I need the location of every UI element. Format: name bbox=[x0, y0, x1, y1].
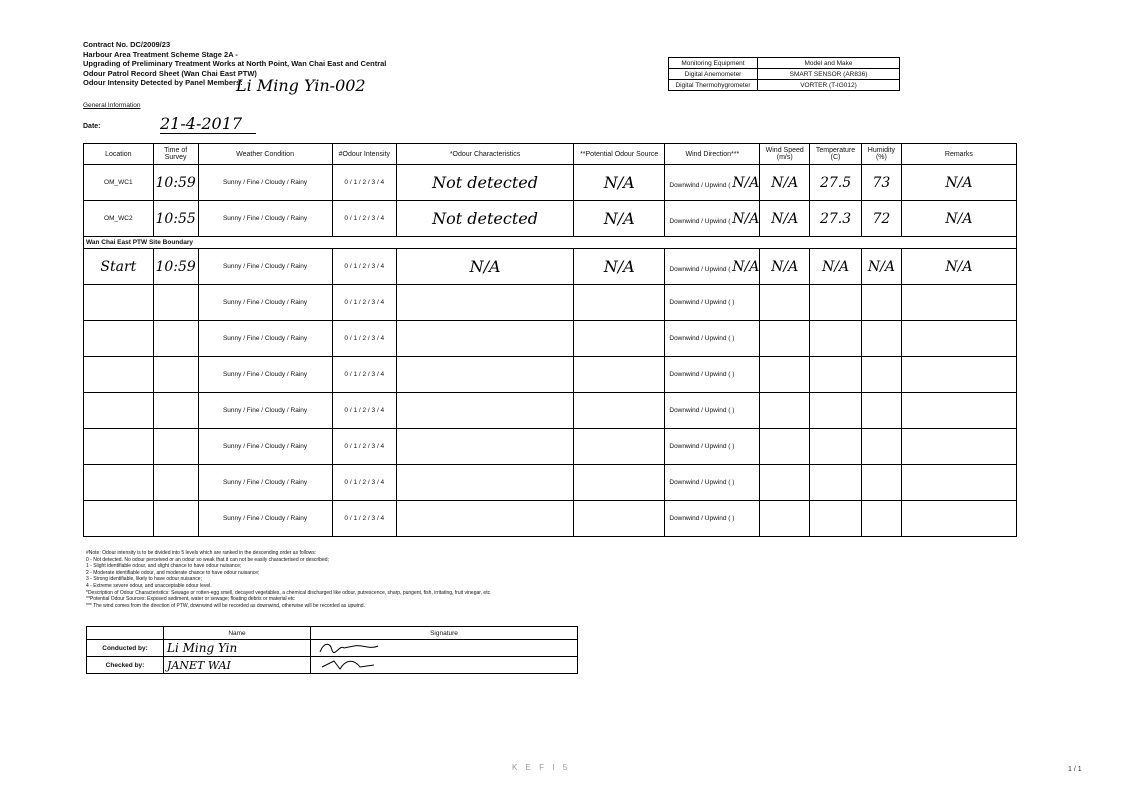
characteristics-cell: Not detected bbox=[397, 201, 574, 237]
location-cell: OM_WC2 bbox=[84, 201, 154, 237]
col-intensity: #Odour Intensity bbox=[332, 144, 397, 165]
note-line: #Note: Odour intensity is to be divided into 5 levels which are ranked in the descending order as follows: bbox=[86, 550, 317, 556]
intensity-cell: 0 / 1 / 2 / 3 / 4 bbox=[332, 429, 397, 465]
wind-speed-cell: N/A bbox=[760, 165, 810, 201]
weather-cell: Sunny / Fine / Cloudy / Rainy bbox=[198, 501, 332, 537]
time-cell: 10:55 bbox=[153, 201, 198, 237]
general-information-label: General Information bbox=[83, 102, 141, 109]
table-row bbox=[84, 465, 1017, 501]
table-row bbox=[84, 357, 1017, 393]
wind-direction-cell bbox=[665, 249, 760, 285]
wind-options: Downwind / Upwind ( bbox=[669, 335, 731, 342]
signature-header: Signature bbox=[311, 627, 578, 640]
equipment-name: Digital Anemometer bbox=[669, 69, 758, 80]
note-line: 3 - Strong identifiable, likely to have odour nuisance; bbox=[86, 576, 202, 583]
note-line: 1 - Slight identifiable odour, and slight chance to have odour nuisance; bbox=[86, 563, 242, 570]
conducted-label: Conducted by: bbox=[87, 640, 164, 657]
humidity-cell: 73 bbox=[861, 165, 901, 201]
remarks-cell: N/A bbox=[901, 201, 1016, 237]
signoff-table bbox=[86, 626, 578, 674]
weather-cell: Sunny / Fine / Cloudy / Rainy bbox=[198, 165, 332, 201]
date-value: 21-4-2017 bbox=[160, 114, 256, 134]
conducted-signature bbox=[311, 640, 578, 657]
col-remarks: Remarks bbox=[901, 144, 1016, 165]
page-number: 1 / 1 bbox=[1068, 766, 1082, 773]
wind-direction-value: N/A bbox=[732, 174, 760, 191]
note-line: **Potential Odour Sources: Exposed sediment, water or sewage; floating debris or material etc bbox=[86, 596, 295, 603]
col-humidity: Humidity (%) bbox=[861, 144, 901, 165]
section-row bbox=[84, 237, 1017, 249]
intensity-cell: 0 / 1 / 2 / 3 / 4 bbox=[332, 501, 397, 537]
temperature-cell: 27.3 bbox=[810, 201, 862, 237]
col-temperature: Temperature (C) bbox=[810, 144, 862, 165]
temperature-cell: 27.5 bbox=[810, 165, 862, 201]
remarks-cell: N/A bbox=[901, 249, 1016, 285]
source-cell: N/A bbox=[573, 165, 664, 201]
works-title: Upgrading of Preliminary Treatment Works at North Point, Wan Chai East and Central bbox=[83, 59, 387, 68]
name-header: Name bbox=[164, 627, 311, 640]
table-row bbox=[84, 285, 1017, 321]
equipment-model: SMART SENSOR (AR836) bbox=[758, 69, 900, 80]
wind-direction-cell bbox=[665, 201, 760, 237]
wind-options: Downwind / Upwind ( bbox=[669, 371, 731, 378]
wind-options: Downwind / Upwind ( bbox=[669, 407, 731, 414]
contract-number: Contract No. DC/2009/23 bbox=[83, 40, 171, 49]
wind-speed-cell: N/A bbox=[760, 201, 810, 237]
odour-record-table bbox=[83, 143, 1017, 537]
temperature-cell: N/A bbox=[810, 249, 862, 285]
signature-scribble bbox=[314, 640, 384, 654]
weather-cell: Sunny / Fine / Cloudy / Rainy bbox=[198, 393, 332, 429]
table-row bbox=[84, 501, 1017, 537]
wind-options: Downwind / Upwind ( bbox=[669, 443, 731, 450]
checked-name: JANET WAI bbox=[164, 657, 311, 674]
wind-options: Downwind / Upwind ( bbox=[669, 479, 731, 486]
source-cell: N/A bbox=[573, 201, 664, 237]
wind-direction-value: N/A bbox=[732, 258, 760, 275]
humidity-cell: N/A bbox=[861, 249, 901, 285]
date-label: Date: bbox=[83, 123, 101, 130]
table-row bbox=[84, 393, 1017, 429]
note-line: *** The wind comes from the direction of PTW, downwind will be recorded as downwind, otherwise will be recorded as upwind. bbox=[86, 602, 365, 609]
wind-speed-cell: N/A bbox=[760, 249, 810, 285]
characteristics-cell: N/A bbox=[397, 249, 574, 285]
col-wind-speed: Wind Speed (m/s) bbox=[760, 144, 810, 165]
checked-label: Checked by: bbox=[87, 657, 164, 674]
model-header: Model and Make bbox=[758, 58, 900, 69]
wind-options: Downwind / Upwind ( bbox=[669, 299, 731, 306]
wind-options: Downwind / Upwind ( bbox=[669, 265, 731, 273]
equipment-header: Monitoring Equipment bbox=[669, 58, 758, 69]
note-line: *Description of Odour Characteristics: Sewage or rotten-egg smell, decayed vegetables, a chemical discharged like odour, putrescence, sharp, pungent, fish, irritating, fruit vinegar, etc bbox=[86, 589, 491, 596]
wind-direction-cell: Downwind / Upwind ( ) bbox=[665, 465, 760, 501]
col-wind-direction: Wind Direction*** bbox=[665, 144, 760, 165]
scheme-title: Harbour Area Treatment Scheme Stage 2A - bbox=[83, 49, 238, 59]
characteristics-cell: Not detected bbox=[397, 165, 574, 201]
col-characteristics: *Odour Characteristics bbox=[397, 144, 574, 165]
note-line: 4 - Extreme severe odour, and unacceptable odour level. bbox=[86, 582, 212, 589]
intensity-cell: 0 / 1 / 2 / 3 / 4 bbox=[332, 393, 397, 429]
equipment-name: Digital Thermohygrometer bbox=[669, 80, 758, 91]
location-cell: OM_WC1 bbox=[84, 165, 154, 201]
footer-stamp: K E F I 5 bbox=[512, 763, 571, 772]
weather-cell: Sunny / Fine / Cloudy / Rainy bbox=[198, 465, 332, 501]
panel-member-handwritten: Li Ming Yin-002 bbox=[236, 76, 366, 95]
intensity-cell: 0 / 1 / 2 / 3 / 4 bbox=[332, 321, 397, 357]
note-line: 2 - Moderate identifiable odour, and moderate chance to have odour nuisance; bbox=[86, 569, 260, 576]
table-row bbox=[84, 249, 1017, 285]
intensity-cell: 0 / 1 / 2 / 3 / 4 bbox=[332, 465, 397, 501]
signature-scribble bbox=[314, 657, 384, 671]
location-cell: Start bbox=[84, 249, 154, 285]
intensity-cell: 0 / 1 / 2 / 3 / 4 bbox=[332, 165, 397, 201]
weather-cell: Sunny / Fine / Cloudy / Rainy bbox=[198, 201, 332, 237]
col-weather: Weather Condition bbox=[198, 144, 332, 165]
weather-cell: Sunny / Fine / Cloudy / Rainy bbox=[198, 285, 332, 321]
equipment-table bbox=[668, 57, 900, 91]
source-cell: N/A bbox=[573, 249, 664, 285]
intensity-cell: 0 / 1 / 2 / 3 / 4 bbox=[332, 201, 397, 237]
wind-direction-cell: Downwind / Upwind ( ) bbox=[665, 357, 760, 393]
table-row bbox=[84, 429, 1017, 465]
col-source: **Potential Odour Source bbox=[573, 144, 664, 165]
wind-direction-cell: Downwind / Upwind ( ) bbox=[665, 429, 760, 465]
col-location: Location bbox=[84, 144, 154, 165]
wind-direction-value: N/A bbox=[732, 210, 760, 227]
intensity-cell: 0 / 1 / 2 / 3 / 4 bbox=[332, 357, 397, 393]
notes-block bbox=[86, 550, 586, 609]
equipment-model: VORTER (T-IG012) bbox=[758, 80, 900, 91]
time-cell: 10:59 bbox=[153, 165, 198, 201]
table-row bbox=[84, 321, 1017, 357]
weather-cell: Sunny / Fine / Cloudy / Rainy bbox=[198, 249, 332, 285]
wind-direction-cell: Downwind / Upwind ( ) bbox=[665, 285, 760, 321]
panel-label: Odour Intensity Detected by Panel Members: bbox=[83, 78, 243, 87]
time-cell: 10:59 bbox=[153, 249, 198, 285]
table-row bbox=[84, 201, 1017, 237]
wind-direction-cell: Downwind / Upwind ( ) bbox=[665, 501, 760, 537]
wind-direction-cell bbox=[665, 165, 760, 201]
weather-cell: Sunny / Fine / Cloudy / Rainy bbox=[198, 357, 332, 393]
conducted-name: Li Ming Yin bbox=[164, 640, 311, 657]
section-label: Wan Chai East PTW Site Boundary bbox=[84, 237, 1017, 249]
remarks-cell: N/A bbox=[901, 165, 1016, 201]
wind-options: Downwind / Upwind ( bbox=[669, 217, 731, 225]
weather-cell: Sunny / Fine / Cloudy / Rainy bbox=[198, 429, 332, 465]
intensity-cell: 0 / 1 / 2 / 3 / 4 bbox=[332, 285, 397, 321]
wind-options: Downwind / Upwind ( bbox=[669, 515, 731, 522]
wind-options: Downwind / Upwind ( bbox=[669, 181, 731, 189]
humidity-cell: 72 bbox=[861, 201, 901, 237]
note-line: 0 - Not detected. No odour perceived or an odour so weak that it can not be easily characterised or described; bbox=[86, 556, 329, 563]
intensity-cell: 0 / 1 / 2 / 3 / 4 bbox=[332, 249, 397, 285]
wind-direction-cell: Downwind / Upwind ( ) bbox=[665, 393, 760, 429]
table-row bbox=[84, 165, 1017, 201]
checked-signature bbox=[311, 657, 578, 674]
col-time: Time of Survey bbox=[153, 144, 198, 165]
weather-cell: Sunny / Fine / Cloudy / Rainy bbox=[198, 321, 332, 357]
record-sheet-title: Odour Patrol Record Sheet (Wan Chai East PTW) bbox=[83, 68, 257, 78]
wind-direction-cell: Downwind / Upwind ( ) bbox=[665, 321, 760, 357]
